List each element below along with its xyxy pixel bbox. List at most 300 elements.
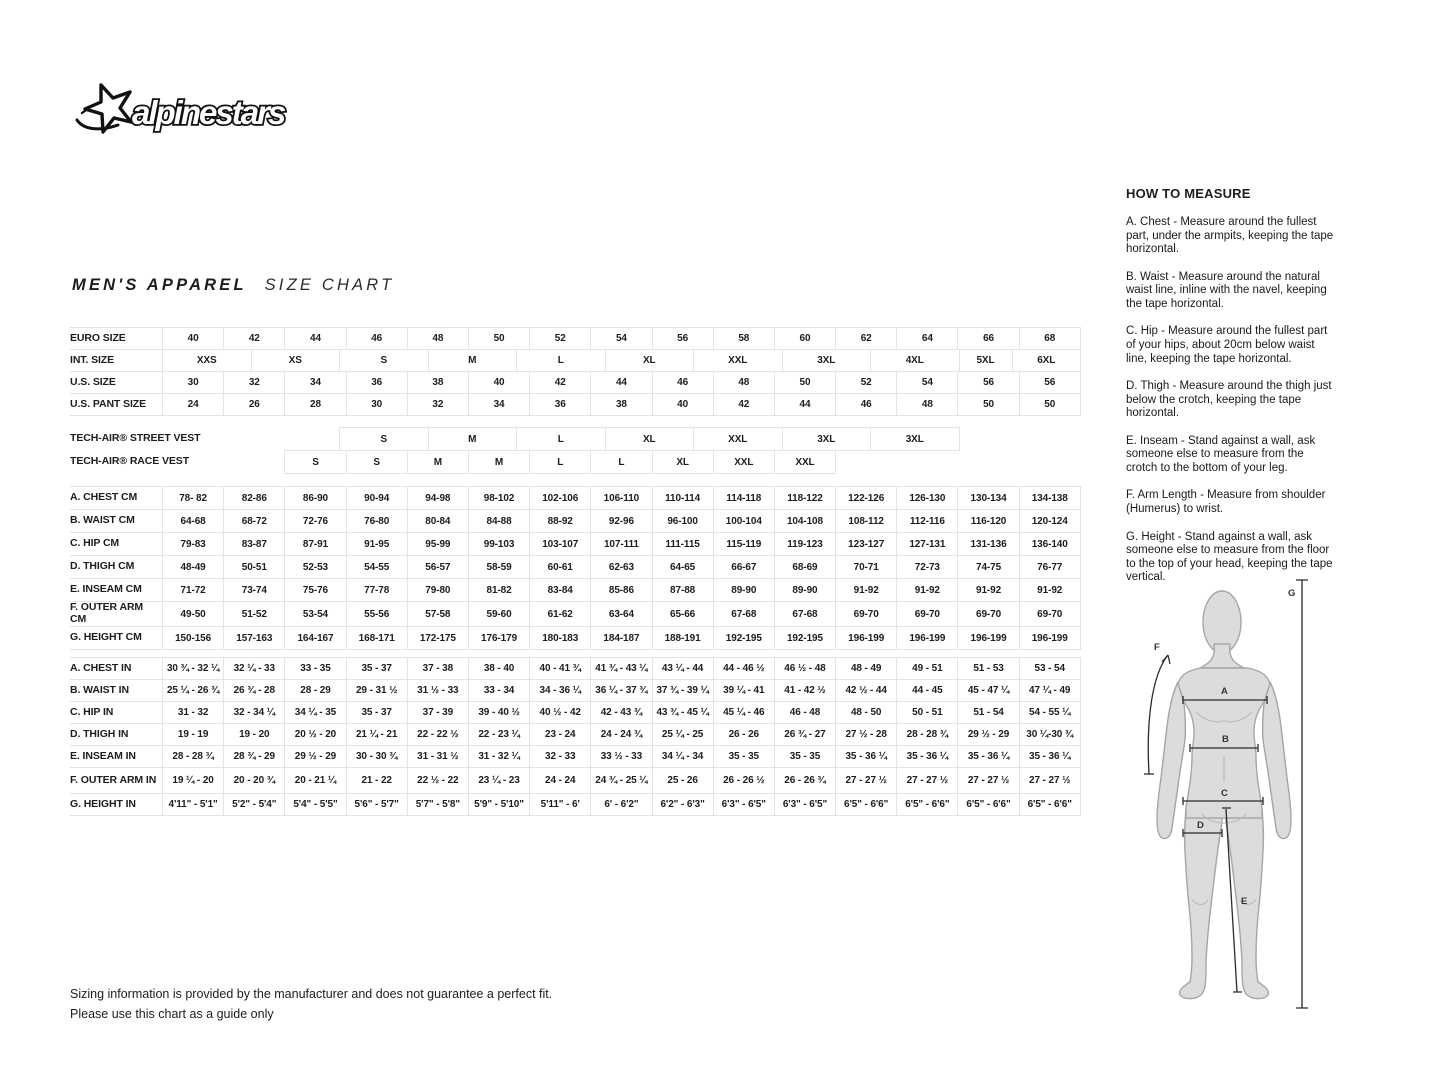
table-row <box>70 555 1082 579</box>
size-cell: 31 - 31 ½ <box>407 745 469 768</box>
size-cell: 46 <box>346 327 408 350</box>
size-cell: 42 - 43 ¾ <box>590 701 652 724</box>
size-cell: 4XL <box>870 349 960 372</box>
measure-instruction: G. Height - Stand against a wall, ask someone else to measure from the floor to the top of your head, keeping the tape vertical. <box>1126 530 1333 584</box>
size-cell: 196-199 <box>957 626 1019 650</box>
size-cell: 30 ¾ - 32 ¼ <box>162 657 224 680</box>
size-cell: 35 - 36 ¼ <box>896 745 958 768</box>
size-cell: 32 - 34 ¼ <box>223 701 285 724</box>
size-cell: 28 - 28 ¾ <box>162 745 224 768</box>
size-cell: 35 - 36 ¼ <box>957 745 1019 768</box>
size-cell: 37 - 38 <box>407 657 469 680</box>
size-cell: 21 ¼ - 21 <box>346 723 408 746</box>
how-to-measure-heading: HOW TO MEASURE <box>1126 186 1251 201</box>
size-cell: 112-116 <box>896 509 958 533</box>
size-cell: 96-100 <box>652 509 714 533</box>
table-row <box>70 701 1082 724</box>
size-cell: 28 - 28 ¾ <box>896 723 958 746</box>
size-cell: 196-199 <box>896 626 958 650</box>
row-label: E. INSEAM IN <box>70 745 163 768</box>
measure-instruction: A. Chest - Measure around the fullest part, under the armpits, keeping the tape horizontal. <box>1126 216 1334 256</box>
size-cell: XXL <box>693 427 783 451</box>
size-cell: 98-102 <box>468 486 530 510</box>
size-cell: 25 - 26 <box>652 767 714 794</box>
size-cell: 22 - 23 ¼ <box>468 723 530 746</box>
size-cell: 4'11" - 5'1" <box>162 793 224 816</box>
size-cell: 116-120 <box>957 509 1019 533</box>
label-hip: C <box>1221 788 1228 799</box>
row-label: TECH-AIR® STREET VEST <box>70 432 201 445</box>
size-cell: 118-122 <box>774 486 836 510</box>
size-cell: M <box>468 450 530 474</box>
size-cell: 20 - 21 ¼ <box>284 767 346 794</box>
size-cell: 5'4" - 5'5" <box>284 793 346 816</box>
size-cell: XL <box>605 349 695 372</box>
size-cell: 46 <box>652 371 714 394</box>
how-to-measure-items <box>1126 216 1338 585</box>
size-cell: 80-84 <box>407 509 469 533</box>
size-cell: 62-63 <box>590 555 652 579</box>
size-cell: 48 <box>407 327 469 350</box>
size-cell: 42 ½ - 44 <box>835 679 897 702</box>
size-cell: 84-88 <box>468 509 530 533</box>
measure-instruction: E. Inseam - Stand against a wall, ask someone else to measure from the crotch to the bottom of your leg. <box>1126 434 1316 474</box>
size-cell: 108-112 <box>835 509 897 533</box>
size-cell: 43 ¾ - 45 ¼ <box>652 701 714 724</box>
label-waist: B <box>1222 734 1229 745</box>
size-cell: 51 - 54 <box>957 701 1019 724</box>
size-cell: M <box>428 427 518 451</box>
size-cell: 69-70 <box>1019 601 1081 627</box>
size-cell: 131-136 <box>957 532 1019 556</box>
size-cell: 40 ½ - 42 <box>529 701 591 724</box>
row-label: F. OUTER ARM CM <box>70 601 163 627</box>
size-cell: 78- 82 <box>162 486 224 510</box>
size-cell: 49-50 <box>162 601 224 627</box>
table-row <box>70 532 1082 556</box>
size-cell: 26 <box>223 393 285 416</box>
size-cell: 196-199 <box>835 626 897 650</box>
size-cell: 56 <box>1019 371 1081 394</box>
size-cell: 22 ½ - 22 <box>407 767 469 794</box>
size-cell: 35 - 35 <box>774 745 836 768</box>
size-cell: 27 - 27 ½ <box>957 767 1019 794</box>
size-cell: 33 ½ - 33 <box>590 745 652 768</box>
size-cell: 180-183 <box>529 626 591 650</box>
size-cell: 72-76 <box>284 509 346 533</box>
size-cell: 6'5" - 6'6" <box>957 793 1019 816</box>
size-cell: 75-76 <box>284 578 346 602</box>
size-cell: 5XL <box>959 349 1013 372</box>
size-cell: 107-111 <box>590 532 652 556</box>
size-cell: 5'2" - 5'4" <box>223 793 285 816</box>
size-cell: 35 - 35 <box>713 745 775 768</box>
measure-instruction: C. Hip - Measure around the fullest part of your hips, about 20cm below waist line, keeping the tape horizontal. <box>1126 325 1328 365</box>
size-cell: 6'3" - 6'5" <box>713 793 775 816</box>
size-cell: 24 <box>162 393 224 416</box>
row-label: B. WAIST IN <box>70 679 163 702</box>
size-cell: 3XL <box>782 349 872 372</box>
row-label: E. INSEAM CM <box>70 578 163 602</box>
size-cell: 52 <box>835 371 897 394</box>
size-cell: 3XL <box>782 427 872 451</box>
size-cell: 50 <box>774 371 836 394</box>
size-cell: 6'3" - 6'5" <box>774 793 836 816</box>
size-cell: 58-59 <box>468 555 530 579</box>
size-cell: 136-140 <box>1019 532 1081 556</box>
size-cell: 168-171 <box>346 626 408 650</box>
size-cell: XXS <box>162 349 252 372</box>
size-cell: 68-72 <box>223 509 285 533</box>
size-cell: 31 - 32 <box>162 701 224 724</box>
size-cell: 52 <box>529 327 591 350</box>
size-cell: 23 ¼ - 23 <box>468 767 530 794</box>
size-cell: 89-90 <box>774 578 836 602</box>
size-cell: 66-67 <box>713 555 775 579</box>
size-cell: 79-80 <box>407 578 469 602</box>
size-cell: 68 <box>1019 327 1081 350</box>
size-cell: 120-124 <box>1019 509 1081 533</box>
size-cell: 130-134 <box>957 486 1019 510</box>
size-cell: XS <box>251 349 341 372</box>
size-cell: 21 - 22 <box>346 767 408 794</box>
size-cell: L <box>516 349 606 372</box>
size-cell: 51 - 53 <box>957 657 1019 680</box>
size-cell: 79-83 <box>162 532 224 556</box>
size-cell: 71-72 <box>162 578 224 602</box>
size-cell: 48-49 <box>162 555 224 579</box>
height-measure-line <box>1296 580 1308 1008</box>
size-cell: 83-87 <box>223 532 285 556</box>
size-cell: 46 ½ - 48 <box>774 657 836 680</box>
size-cell: 40 <box>652 393 714 416</box>
size-cell: 99-103 <box>468 532 530 556</box>
size-cell: 44 <box>774 393 836 416</box>
size-cell: 45 ¼ - 46 <box>713 701 775 724</box>
size-cell: 54 <box>590 327 652 350</box>
size-cell: 38 - 40 <box>468 657 530 680</box>
size-cell <box>835 450 1081 474</box>
size-cell: 69-70 <box>896 601 958 627</box>
size-cell: 19 - 20 <box>223 723 285 746</box>
size-cell: 34 - 36 ¼ <box>529 679 591 702</box>
size-cell: 90-94 <box>346 486 408 510</box>
size-cell: 85-86 <box>590 578 652 602</box>
size-cell: 92-96 <box>590 509 652 533</box>
size-cell: 54 <box>896 371 958 394</box>
label-inseam: E <box>1241 896 1248 907</box>
size-cell: 72-73 <box>896 555 958 579</box>
size-cell: 95-99 <box>407 532 469 556</box>
size-cell: 106-110 <box>590 486 652 510</box>
row-label: F. OUTER ARM IN <box>70 767 163 794</box>
size-cell: S <box>339 349 429 372</box>
measure-instruction: F. Arm Length - Measure from shoulder (Humerus) to wrist. <box>1126 489 1326 515</box>
table-row <box>70 327 1082 350</box>
size-cell: 5'11" - 6' <box>529 793 591 816</box>
size-cell: 102-106 <box>529 486 591 510</box>
size-cell: 25 ¼ - 26 ¾ <box>162 679 224 702</box>
size-cell: 164-167 <box>284 626 346 650</box>
table-row <box>70 601 1082 627</box>
size-cell: 76-77 <box>1019 555 1081 579</box>
size-cell: 30 - 30 ¾ <box>346 745 408 768</box>
size-cell: 26 ¾ - 28 <box>223 679 285 702</box>
size-cell: 27 - 27 ½ <box>1019 767 1081 794</box>
size-cell: 54-55 <box>346 555 408 579</box>
row-label: U.S. SIZE <box>70 371 163 394</box>
size-cell: 55-56 <box>346 601 408 627</box>
size-cell: L <box>590 450 652 474</box>
size-cell: 42 <box>713 393 775 416</box>
size-cell: 103-107 <box>529 532 591 556</box>
size-cell: 35 - 37 <box>346 701 408 724</box>
size-cell: 20 ½ - 20 <box>284 723 346 746</box>
size-cell: 27 - 27 ½ <box>896 767 958 794</box>
size-cell: 22 - 22 ½ <box>407 723 469 746</box>
size-cell: 94-98 <box>407 486 469 510</box>
size-cell: 91-92 <box>1019 578 1081 602</box>
size-cell: 32 - 33 <box>529 745 591 768</box>
size-cell: 104-108 <box>774 509 836 533</box>
size-cell: 29 ½ - 29 <box>957 723 1019 746</box>
size-cell: 73-74 <box>223 578 285 602</box>
size-cell: 34 ¼ - 35 <box>284 701 346 724</box>
table-row <box>70 767 1082 794</box>
table-row <box>70 393 1082 416</box>
size-cell: 6XL <box>1012 349 1082 372</box>
size-cell: 176-179 <box>468 626 530 650</box>
size-cell: 83-84 <box>529 578 591 602</box>
table-row <box>70 371 1082 394</box>
size-cell: 32 <box>407 393 469 416</box>
size-cell: 81-82 <box>468 578 530 602</box>
size-cell: 39 ¼ - 41 <box>713 679 775 702</box>
size-cell: 6'2" - 6'3" <box>652 793 714 816</box>
size-cell: 6' - 6'2" <box>590 793 652 816</box>
table-row <box>70 679 1082 702</box>
row-label: G. HEIGHT CM <box>70 626 163 650</box>
size-cell: 6'5" - 6'6" <box>896 793 958 816</box>
size-cell: 28 <box>284 393 346 416</box>
size-cell: 35 - 37 <box>346 657 408 680</box>
size-cell: 50-51 <box>223 555 285 579</box>
size-cell: 29 ½ - 29 <box>284 745 346 768</box>
size-cell: 60 <box>774 327 836 350</box>
disclaimer <box>70 984 552 1024</box>
row-label: D. THIGH CM <box>70 555 163 579</box>
table-row <box>70 427 1082 451</box>
size-cell: 89-90 <box>713 578 775 602</box>
table-row <box>70 626 1082 650</box>
size-cell: 36 <box>529 393 591 416</box>
size-cell: 87-88 <box>652 578 714 602</box>
size-cell: 36 <box>346 371 408 394</box>
size-cell: 91-92 <box>896 578 958 602</box>
size-cell: 34 <box>284 371 346 394</box>
size-cell: 26 ¾ - 27 <box>774 723 836 746</box>
size-cell: 26 - 26 <box>713 723 775 746</box>
size-cell: 119-123 <box>774 532 836 556</box>
size-cell: 134-138 <box>1019 486 1081 510</box>
size-cell: 44 <box>284 327 346 350</box>
label-arm: F <box>1154 642 1160 653</box>
size-cell: 38 <box>590 393 652 416</box>
size-cell: S <box>346 450 408 474</box>
size-cell: 127-131 <box>896 532 958 556</box>
table-row <box>70 793 1082 816</box>
size-cell: 34 ¼ - 34 <box>652 745 714 768</box>
row-label: C. HIP IN <box>70 701 163 724</box>
table-row <box>70 745 1082 768</box>
label-thigh: D <box>1197 820 1204 831</box>
size-cell: 27 - 27 ½ <box>835 767 897 794</box>
size-cell: M <box>407 450 469 474</box>
size-cell: 88-92 <box>529 509 591 533</box>
size-cell: 69-70 <box>835 601 897 627</box>
size-cell: 172-175 <box>407 626 469 650</box>
size-cell: 30 <box>162 371 224 394</box>
size-cell: 67-68 <box>713 601 775 627</box>
size-cell: 68-69 <box>774 555 836 579</box>
size-cell: 64-65 <box>652 555 714 579</box>
size-cell: 19 ¼ - 20 <box>162 767 224 794</box>
size-cell: 59-60 <box>468 601 530 627</box>
size-cell: 74-75 <box>957 555 1019 579</box>
size-cell: 50 <box>1019 393 1081 416</box>
size-cell: 192-195 <box>713 626 775 650</box>
size-cell: S <box>339 427 429 451</box>
size-cell: L <box>516 427 606 451</box>
size-cell: 24 - 24 <box>529 767 591 794</box>
size-cell: 76-80 <box>346 509 408 533</box>
label-chest: A <box>1221 686 1228 697</box>
size-cell: 32 <box>223 371 285 394</box>
size-cell: 61-62 <box>529 601 591 627</box>
size-cell: XL <box>652 450 714 474</box>
table-row <box>70 486 1082 510</box>
size-cell: XXL <box>693 349 783 372</box>
size-cell: 31 - 32 ¼ <box>468 745 530 768</box>
size-cell: 44 - 45 <box>896 679 958 702</box>
size-cell: 56-57 <box>407 555 469 579</box>
size-cell: 5'6" - 5'7" <box>346 793 408 816</box>
title-primary: MEN'S APPAREL <box>72 276 247 294</box>
size-cell: 48 - 49 <box>835 657 897 680</box>
size-cell: 53 - 54 <box>1019 657 1081 680</box>
size-cell: 87-91 <box>284 532 346 556</box>
size-cell: 100-104 <box>713 509 775 533</box>
size-cell: 50 <box>957 393 1019 416</box>
size-cell: 60-61 <box>529 555 591 579</box>
size-cell: 44 - 46 ½ <box>713 657 775 680</box>
size-cell: 62 <box>835 327 897 350</box>
size-cell: XXL <box>713 450 775 474</box>
size-cell: 38 <box>407 371 469 394</box>
size-cell: 41 ¾ - 43 ¼ <box>590 657 652 680</box>
size-cell: 30 ¼-30 ¾ <box>1019 723 1081 746</box>
label-height: G <box>1288 588 1296 599</box>
size-cell: 66 <box>957 327 1019 350</box>
alpinestars-logo <box>74 82 326 140</box>
size-cell: 34 <box>468 393 530 416</box>
size-cell: S <box>284 450 346 474</box>
how-to-measure <box>1126 186 1338 599</box>
size-cell: 19 - 19 <box>162 723 224 746</box>
table-row <box>70 578 1082 602</box>
size-cell: 27 ½ - 28 <box>835 723 897 746</box>
table-row <box>70 723 1082 746</box>
size-cell: 67-68 <box>774 601 836 627</box>
size-cell: 37 - 39 <box>407 701 469 724</box>
size-cell: 30 <box>346 393 408 416</box>
size-cell: 33 - 34 <box>468 679 530 702</box>
size-cell: 196-199 <box>1019 626 1081 650</box>
size-cell: 31 ½ - 33 <box>407 679 469 702</box>
size-cell: 6'5" - 6'6" <box>835 793 897 816</box>
size-cell: 48 <box>896 393 958 416</box>
measure-instruction: B. Waist - Measure around the natural waist line, inline with the navel, keeping the tape horizontal. <box>1126 270 1327 310</box>
size-cell: 54 - 55 ¼ <box>1019 701 1081 724</box>
size-cell: 32 ¼ - 33 <box>223 657 285 680</box>
size-cell: 58 <box>713 327 775 350</box>
row-label: C. HIP CM <box>70 532 163 556</box>
size-cell: 91-95 <box>346 532 408 556</box>
size-cell: 64 <box>896 327 958 350</box>
size-cell: 43 ¼ - 44 <box>652 657 714 680</box>
table-row <box>70 349 1082 372</box>
size-cell: 111-115 <box>652 532 714 556</box>
size-cell: 123-127 <box>835 532 897 556</box>
row-label: G. HEIGHT IN <box>70 793 163 816</box>
size-cell: 53-54 <box>284 601 346 627</box>
row-label: A. CHEST CM <box>70 486 163 510</box>
size-cell: 126-130 <box>896 486 958 510</box>
body-measurement-diagram <box>1140 570 1340 1015</box>
size-cell: L <box>529 450 591 474</box>
disclaimer-line-1: Sizing information is provided by the manufacturer and does not guarantee a perfect fit. <box>70 987 553 1001</box>
row-label: INT. SIZE <box>70 349 163 372</box>
size-cell: 63-64 <box>590 601 652 627</box>
size-cell: 46 <box>835 393 897 416</box>
table-row <box>70 450 1082 474</box>
size-cell: 57-58 <box>407 601 469 627</box>
size-cell: 5'9" - 5'10" <box>468 793 530 816</box>
page-title <box>72 276 394 295</box>
row-label: A. CHEST IN <box>70 657 163 680</box>
size-cell: 56 <box>652 327 714 350</box>
size-cell: 39 - 40 ½ <box>468 701 530 724</box>
size-cell: 47 ¼ - 49 <box>1019 679 1081 702</box>
row-label: TECH-AIR® RACE VEST <box>70 455 190 468</box>
disclaimer-line-2: Please use this chart as a guide only <box>70 1007 274 1021</box>
size-cell: 150-156 <box>162 626 224 650</box>
size-cell: 20 - 20 ¾ <box>223 767 285 794</box>
alpinestars-wordmark: alpinestars <box>132 94 285 131</box>
size-cell: 86-90 <box>284 486 346 510</box>
size-cell: 46 - 48 <box>774 701 836 724</box>
size-cell: 188-191 <box>652 626 714 650</box>
size-cell: 35 - 36 ¼ <box>835 745 897 768</box>
size-cell: 24 ¾ - 25 ¼ <box>590 767 652 794</box>
size-cell: 40 <box>162 327 224 350</box>
size-cell: 26 - 26 ½ <box>713 767 775 794</box>
size-cell: 70-71 <box>835 555 897 579</box>
size-cell: 42 <box>223 327 285 350</box>
size-cell: 115-119 <box>713 532 775 556</box>
size-cell: 5'7" - 5'8" <box>407 793 469 816</box>
size-cell: 69-70 <box>957 601 1019 627</box>
